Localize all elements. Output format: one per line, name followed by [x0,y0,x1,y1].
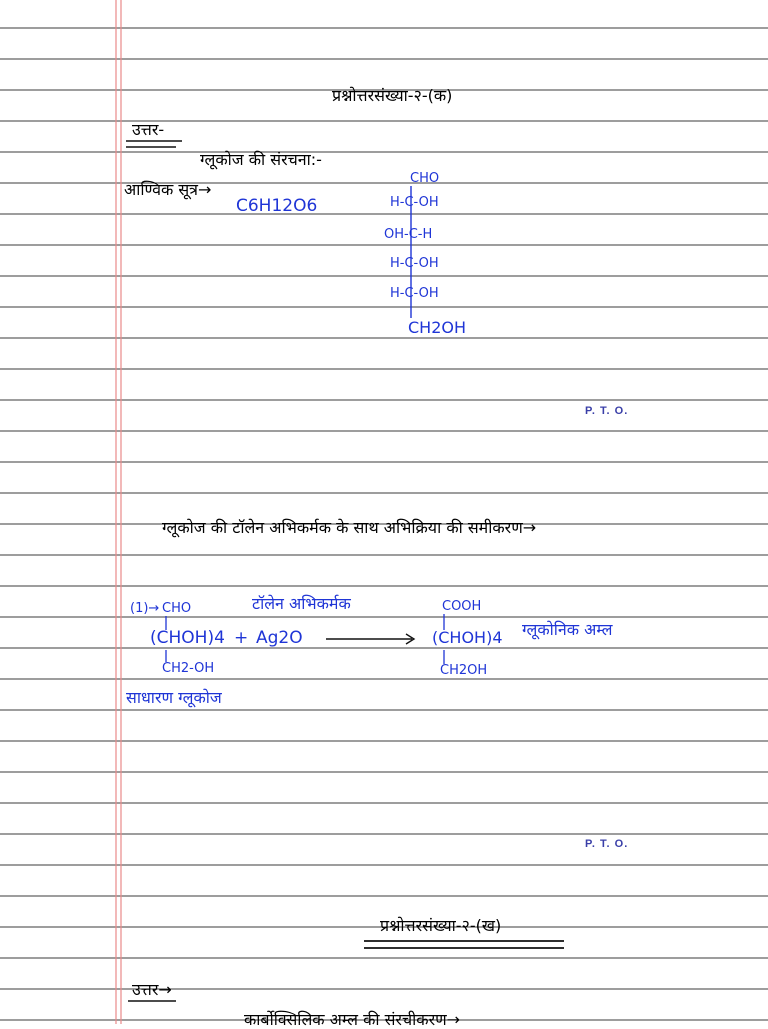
reactant-top: CHO [162,601,192,616]
step-marker: (1)→ [130,601,160,616]
product-top: COOH [442,599,482,614]
reactant-name: साधारण ग्लूकोज [126,688,222,707]
answer-label: उत्तर- [132,120,165,139]
reagent-name: टॉलेन अभिकर्मक [252,594,351,613]
reagent-formula: Ag2O [256,628,303,648]
molecular-formula: C6H12O6 [236,196,318,216]
product-name: ग्लूकोनिक अम्ल [522,620,613,639]
reaction-arrow [324,632,424,646]
question-heading-2: प्रश्नोत्तरसंख्या-२-(ख) [380,916,502,935]
product-bonds [438,612,450,682]
product-bottom: CH2OH [440,663,488,678]
reactant-bottom: CH2-OH [162,661,215,676]
reactant-mid: (CHOH)4 [150,628,225,648]
structure-line-5: H-C-OH [390,286,439,301]
structure-backbone [403,186,423,326]
pto-label-2: P. T. O. [585,838,629,850]
structure-line-3: OH-C-H [384,227,433,242]
structure-line-1: CHO [410,171,440,186]
pto-label: P. T. O. [585,405,629,417]
bottom-line-text: कार्बोक्सिलिक अम्ल की संरचीकरण→ [244,1010,461,1029]
structure-title: ग्लूकोज की संरचना:- [200,150,322,169]
answer-underline-2 [126,998,196,1006]
reactant-bonds [160,614,172,684]
formula-label: आण्विक सूत्र→ [124,180,212,199]
answer-underline [124,138,194,150]
plus-sign: + [234,628,249,648]
heading-underline [360,938,580,952]
product-mid: (CHOH)4 [432,628,503,647]
answer-label-2: उत्तर→ [132,980,172,999]
structure-line-6: CH2OH [408,318,467,337]
structure-line-2: H-C-OH [390,195,439,210]
reaction-title: ग्लूकोज की टॉलेन अभिकर्मक के साथ अभिक्रिया की समीकरण→ [162,518,537,537]
structure-line-4: H-C-OH [390,256,439,271]
question-heading: प्रश्नोत्तरसंख्या-२-(क) [332,86,453,105]
